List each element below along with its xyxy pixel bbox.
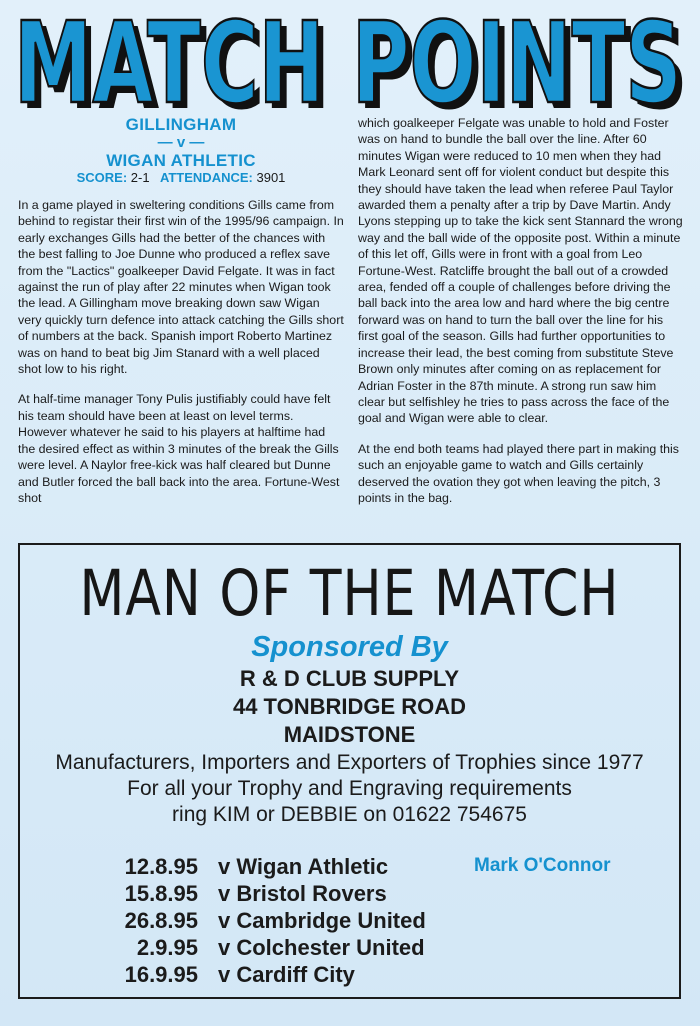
match-stats [18,170,344,185]
fixture-date: 12.8.95 [124,854,198,879]
versus-marker: — v — [157,134,205,151]
score-label: SCORE: [76,170,128,185]
fixture-opponent: v Cardiff City [218,962,355,987]
report-paragraph: In a game played in sweltering conditions Gills came from behind to registar their first win of the 1995/96 campaign. In early exchanges Gills had the better of the chances with the best falling to Joe Dunne who produced a reflex save from the "Lactics" goalkeeper David Felgate. It was in fact against the run of play after 22 minutes when Wigan took the lead. A Gillingham move breaking down saw Wigan very quickly turn defence into attack catching the Gills short of numbers at the back. Spanish import Roberto Martinez was on hand to beat big Jim Stanard with a well placed shot low to his right. [18,198,344,377]
man-of-the-match-box [18,543,681,999]
sponsor-name: R & D CLUB SUPPLY [239,666,460,691]
score-value: 2-1 [130,170,150,185]
fixture-row [98,934,426,961]
sponsor-contact-line: ring KIM or DEBBIE on 01622 754675 [172,803,527,826]
fixture-row [98,880,426,907]
fixture-row [98,961,426,988]
fixtures-list [98,853,426,988]
fixture-date: 26.8.95 [124,908,198,933]
away-team: WIGAN ATHLETIC [106,151,256,170]
sponsor-street: 44 TONBRIDGE ROAD [232,694,467,719]
fixture-date: 16.9.95 [124,962,198,987]
masthead-title-shadow: MATCH POINTS [20,5,688,114]
fixture-date: 2.9.95 [136,935,198,960]
motm-title: MAN OF THE MATCH [79,557,620,631]
fixture-opponent: v Cambridge United [218,908,426,933]
attendance-label: ATTENDANCE: [159,170,253,185]
report-paragraph: At half-time manager Tony Pulis justifiably could have felt his team should have been at least on level terms. However whatever he said to his players at halftime had the desired effect as within 3 minutes of the break the Gills were level. A Naylor free-kick was half cleared but Dunne and Butler forced the ball back into the area. Fortune-West shot [18,392,340,505]
fixture-opponent: v Bristol Rovers [218,881,387,906]
report-paragraph: At the end both teams had played there part in making this such an enjoyable game to watch and Gills certainly deserved the ovation they got when leaving the pitch, 3 points in the bag. [358,441,679,505]
masthead-title-graphic [0,2,700,114]
fixture-date: 15.8.95 [124,881,198,906]
sponsor-blurb-line: Manufacturers, Importers and Exporters of Trophies since 1977 [55,751,644,774]
attendance-value: 3901 [256,170,286,185]
report-left-column [18,115,344,506]
report-right-column [358,115,686,506]
motm-winner: Mark O'Connor [474,855,611,876]
sponsor-blurb-line: For all your Trophy and Engraving requirements [127,777,572,800]
home-team: GILLINGHAM [125,115,237,134]
masthead-title: MATCH POINTS [14,2,682,114]
masthead [0,2,700,114]
report-paragraph: which goalkeeper Felgate was unable to hold and Foster was on hand to bundle the ball over the line. After 60 minutes Wigan were reduced to 10 men when they had Mark Leonard sent off for violent conduct but despite this they should have taken the lead when referee Paul Taylor awarded them a penalty after a trip by Dave Martin. Andy Lyons stepping up to take the kick sent Stannard the wrong way and the ball wide of the opposite post. Within a minute of this let off, Gills were in front with a goal from Leo Fortune-West. Ratcliffe brought the ball out of a crowded area, fended off a couple of challenges before driving the ball back into the area low and hard where the big centre forward was on hand to turn the ball over the line for his first goal of the season. Gills had further opportunities to increase their lead, the best coming from substitute Steve Brown only minutes after coming on as replacement for Adrian Foster in the 87th minute. A strong run saw him clear but selfishley he tries to pass across the face of the goal and Wigan were able to clear. [358,116,683,426]
sponsored-by-heading: Sponsored By [251,631,448,663]
fixture-row [98,853,426,880]
fixture-opponent: v Colchester United [218,935,425,960]
fixture-row [98,907,426,934]
match-heading [18,115,344,185]
sponsor-town: MAIDSTONE [283,722,416,747]
fixture-opponent: v Wigan Athletic [218,854,389,879]
